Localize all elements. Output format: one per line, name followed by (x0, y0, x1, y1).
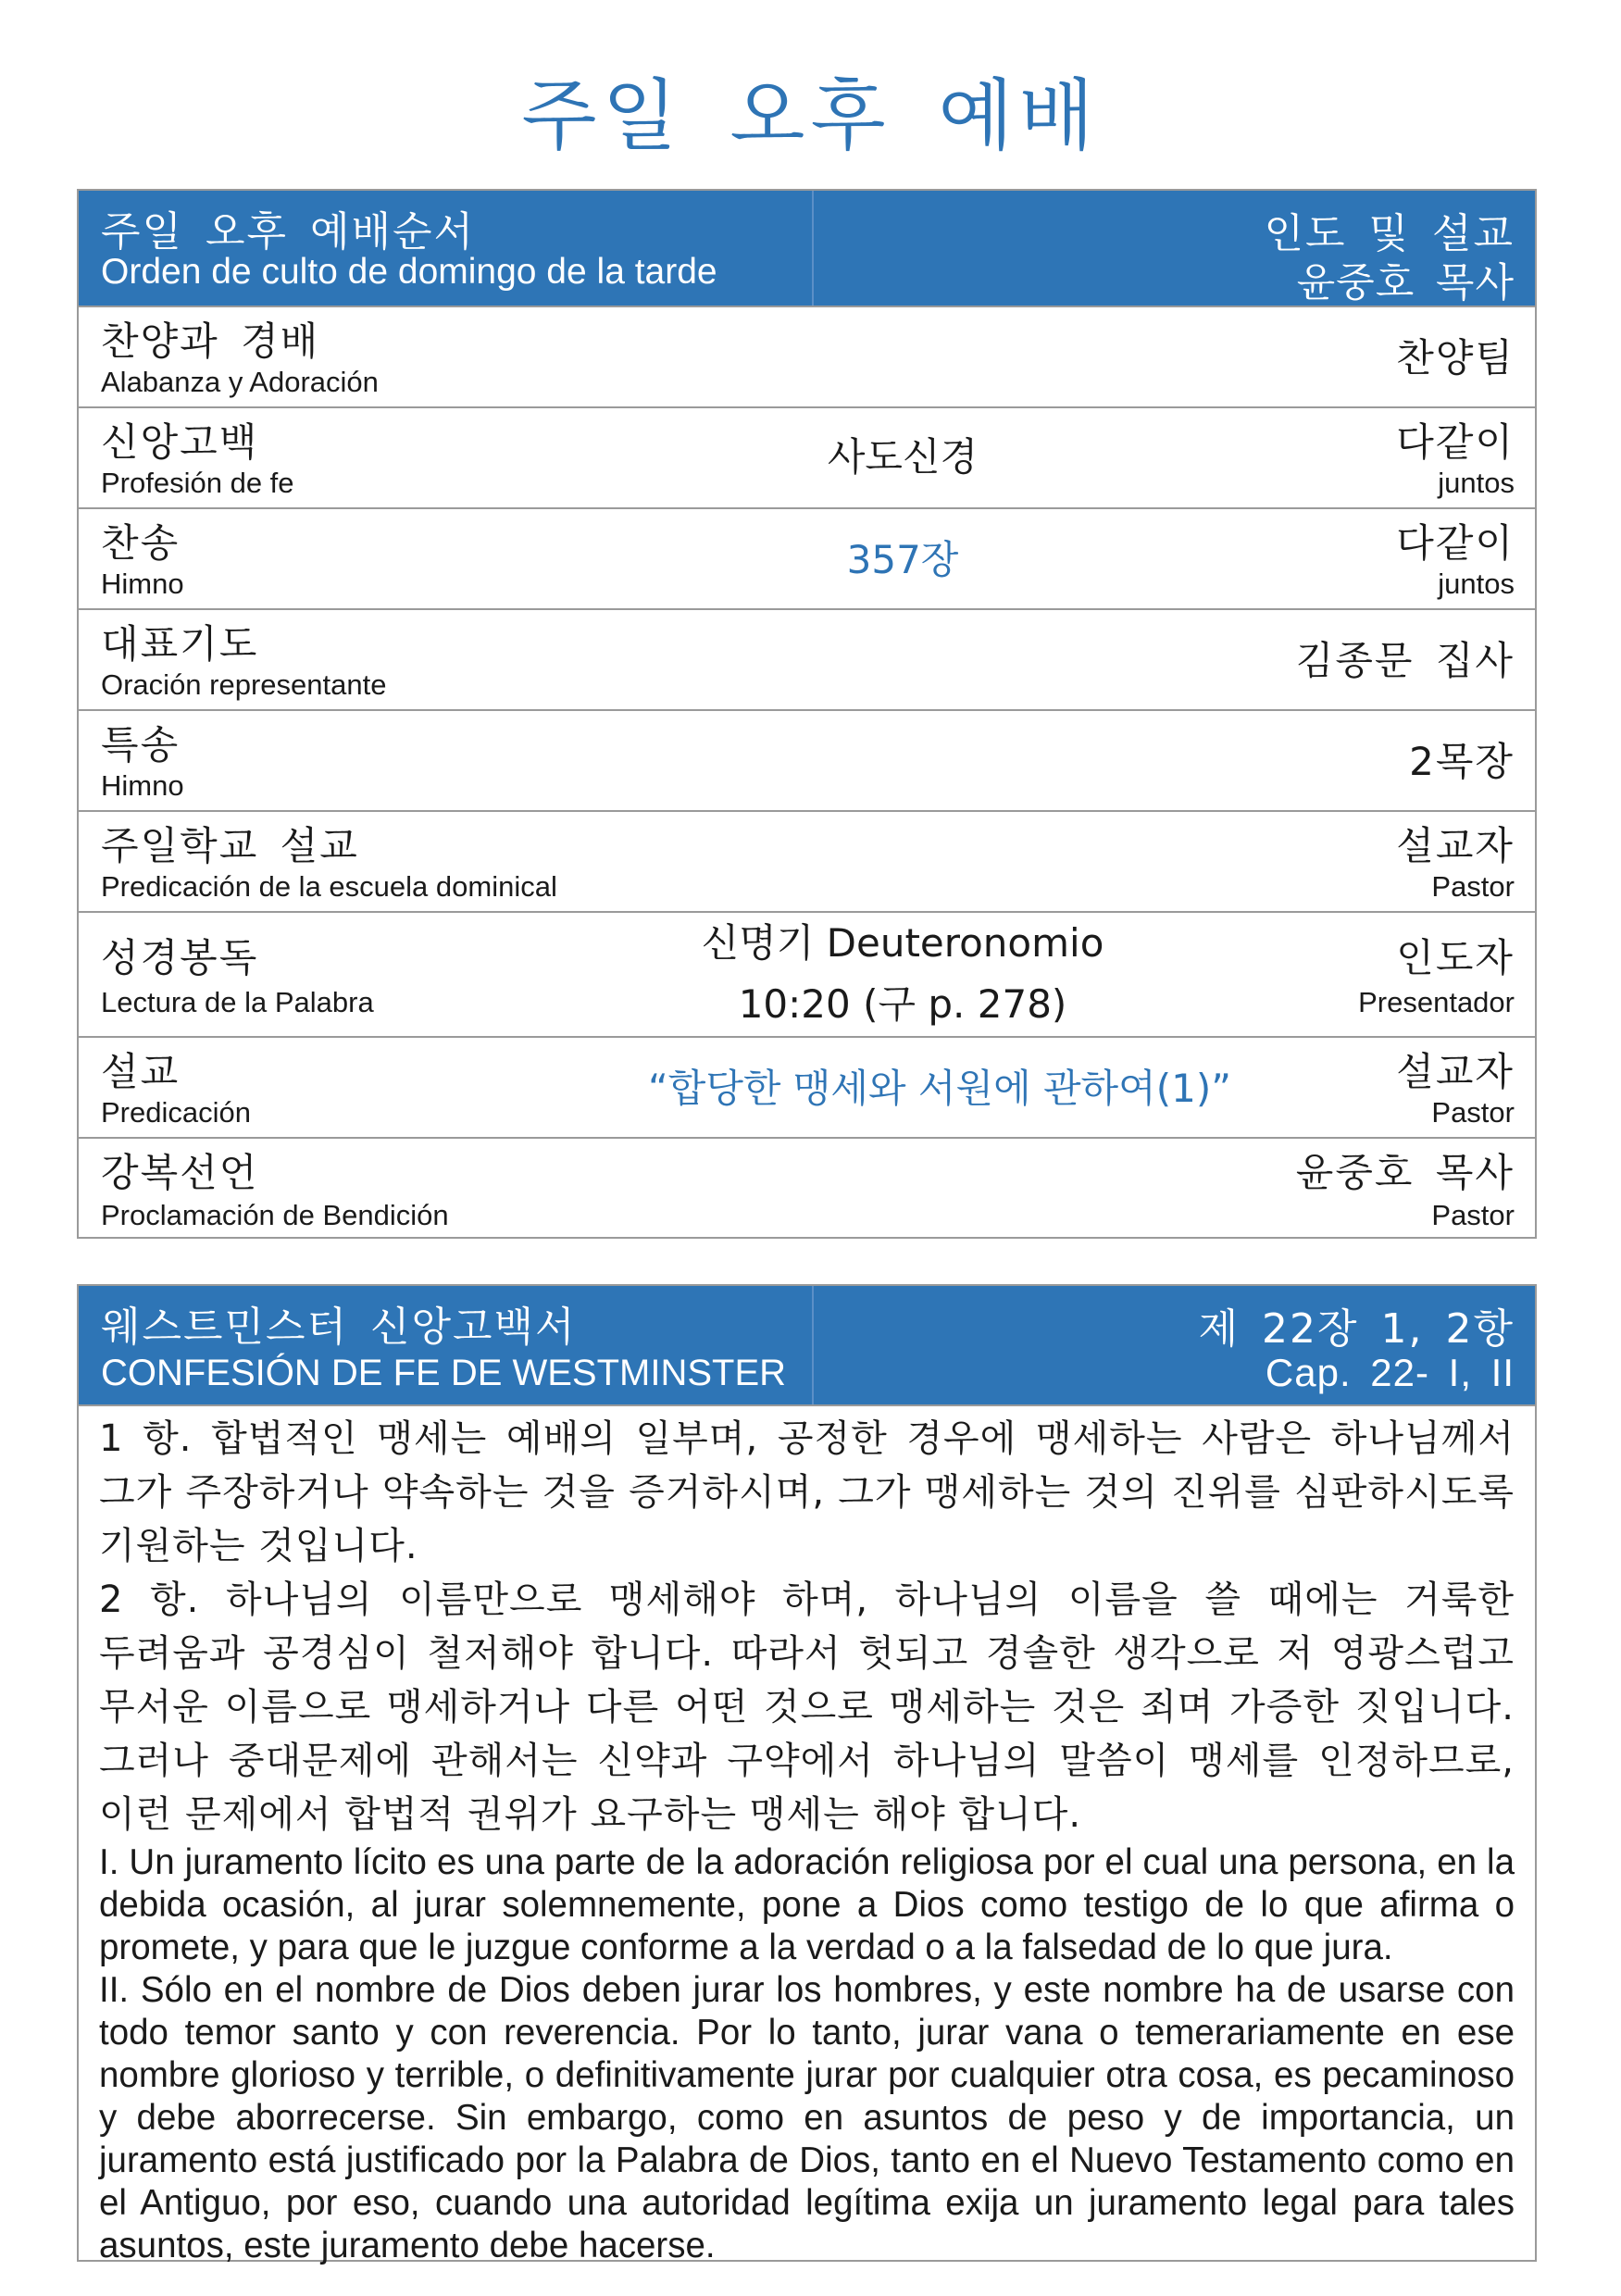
confession-es-paragraph-2: II. Sólo en el nombre de Dios deben jurar los hombres, y este nombre ha de usarse con todo temor santo y con reverencia. Por lo tanto, jurar vana o temerariamente en ese nombre glorioso y terrible, o definitivamente jurar por cualquier otra cosa, es pecaminoso y debe aborrecerse. Sin embargo, como en asuntos de peso y de importancia, un juramento está justificado por la Palabra de Dios, tanto en el Nuevo Testamento como en el Antiguo, por eso, cuando una autoridad legítima exija un juramento legal para tales asuntos, este juramento debe hacerse. (99, 1970, 1515, 2265)
row-person-es: Pastor (1431, 1199, 1515, 1231)
confession-chapter-ko: 제 22장 1, 2항 (1198, 1305, 1515, 1353)
confession-title-es: CONFESIÓN DE FE DE WESTMINSTER (101, 1353, 787, 1393)
row-label-es: Oración representante (101, 668, 387, 701)
row-label-ko: 특송 (101, 722, 181, 767)
row-person-ko: 설교자 (1396, 823, 1515, 868)
order-row-creed (79, 408, 1535, 509)
row-label-ko: 신앙고백 (101, 419, 259, 465)
order-row-benediction (79, 1139, 1535, 1240)
order-row-sunday-school (79, 812, 1535, 913)
order-row-special-hymn (79, 711, 1535, 812)
confession-title-ko: 웨스트민스터 신앙고백서 (101, 1304, 577, 1351)
row-label-ko: 찬송 (101, 520, 181, 566)
scripture-reference: 10:20 (구 p. 278) (738, 981, 1067, 1027)
confession-es-paragraph-1: I. Un juramento lícito es una parte de la adoración religiosa por el cual una persona, en la debida ocasión, al jurar solemnemente, pone a Dios como testigo de lo que afirma o promete, y para que le juzgue conforme a la verdad o a la falsedad de lo que jura. (99, 1842, 1515, 1967)
order-row-hymn (79, 509, 1535, 610)
row-person-ko: 다같이 (1396, 419, 1515, 465)
row-detail: 사도신경 (827, 434, 979, 480)
row-person-ko: 설교자 (1396, 1049, 1515, 1094)
row-label-es: Lectura de la Palabra (101, 986, 374, 1018)
row-person-ko: 김종문 집사 (1295, 638, 1515, 683)
confession-header (79, 1286, 1535, 1406)
leader-name: 윤중호 목사 (1296, 260, 1515, 306)
row-person-es: Pastor (1431, 870, 1515, 903)
row-label-ko: 강복선언 (101, 1150, 259, 1195)
row-label-es: Alabanza y Adoración (101, 366, 379, 398)
row-person-es: Pastor (1431, 1096, 1515, 1129)
order-title-ko: 주일 오후 예배순서 (101, 208, 476, 256)
order-row-scripture (79, 913, 1535, 1038)
order-row-prayer (79, 610, 1535, 711)
confession-ko-paragraph-1: 1 항. 합법적인 맹세는 예배의 일부며, 공정한 경우에 맹세하는 사람은 하나님께서 그가 주장하거나 약속하는 것을 증거하시며, 그가 맹세하는 것의 진위를 심판하시도록 기원하는 것입니다. (99, 1417, 1515, 1567)
row-label-es: Predicación de la escuela dominical (101, 870, 557, 903)
confession-body (79, 1406, 1535, 2267)
row-person-ko: 윤중호 목사 (1295, 1150, 1515, 1195)
order-row-sermon (79, 1038, 1535, 1139)
row-label-es: Profesión de fe (101, 467, 294, 499)
row-label-ko: 대표기도 (101, 621, 259, 667)
row-label-es: Himno (101, 769, 184, 802)
confession-chapter-es: Cap. 22- I, II (1265, 1351, 1515, 1394)
header-divider (812, 1286, 814, 1404)
leader-label: 인도 및 설교 (1264, 210, 1515, 257)
row-label-es: Himno (101, 568, 184, 600)
order-row-praise (79, 307, 1535, 408)
row-label-ko: 성경봉독 (101, 935, 259, 980)
row-label-ko: 설교 (101, 1049, 181, 1094)
order-of-service-table (77, 189, 1537, 1239)
row-person-ko: 인도자 (1396, 935, 1515, 980)
confession-ko-paragraph-2: 2 항. 하나님의 이름만으로 맹세해야 하며, 하나님의 이름을 쓸 때에는 거룩한 두려움과 공경심이 철저해야 합니다. 따라서 헛되고 경솔한 생각으로 저 영광스럽고 무서운 이름으로 맹세하거나 다른 어떤 것으로 맹세하는 것은 죄며 가증한 짓입니다. 그러나 중대문제에 관해서는 신약과 구약에서 하나님의 말씀이 맹세를 인정하므로, 이런 문제에서 합법적 권위가 요구하는 맹세는 해야 합니다. (99, 1578, 1515, 1836)
row-person-es: Presentador (1358, 986, 1515, 1018)
page-title: 주일 오후 예배 (521, 70, 1100, 161)
row-label-ko: 주일학교 설교 (101, 823, 359, 868)
order-title-es: Orden de culto de domingo de la tarde (101, 252, 717, 292)
row-person-es: juntos (1438, 467, 1515, 499)
hymn-number: 357장 (846, 537, 959, 582)
scripture-book: 신명기 Deuteronomio (701, 920, 1104, 966)
row-label-ko: 찬양과 경배 (101, 318, 320, 364)
row-label-es: Proclamación de Bendición (101, 1199, 449, 1231)
confession-section (77, 1284, 1537, 2265)
row-person-ko: 다같이 (1396, 520, 1515, 566)
row-label-es: Predicación (101, 1096, 251, 1129)
sermon-title: “합당한 맹세와 서원에 관하여(1)” (648, 1066, 1231, 1111)
row-person-es: juntos (1438, 568, 1515, 600)
row-person-ko: 찬양팀 (1396, 335, 1515, 381)
row-person-ko: 2목장 (1409, 739, 1515, 784)
header-divider (812, 191, 814, 306)
order-header (79, 191, 1535, 307)
